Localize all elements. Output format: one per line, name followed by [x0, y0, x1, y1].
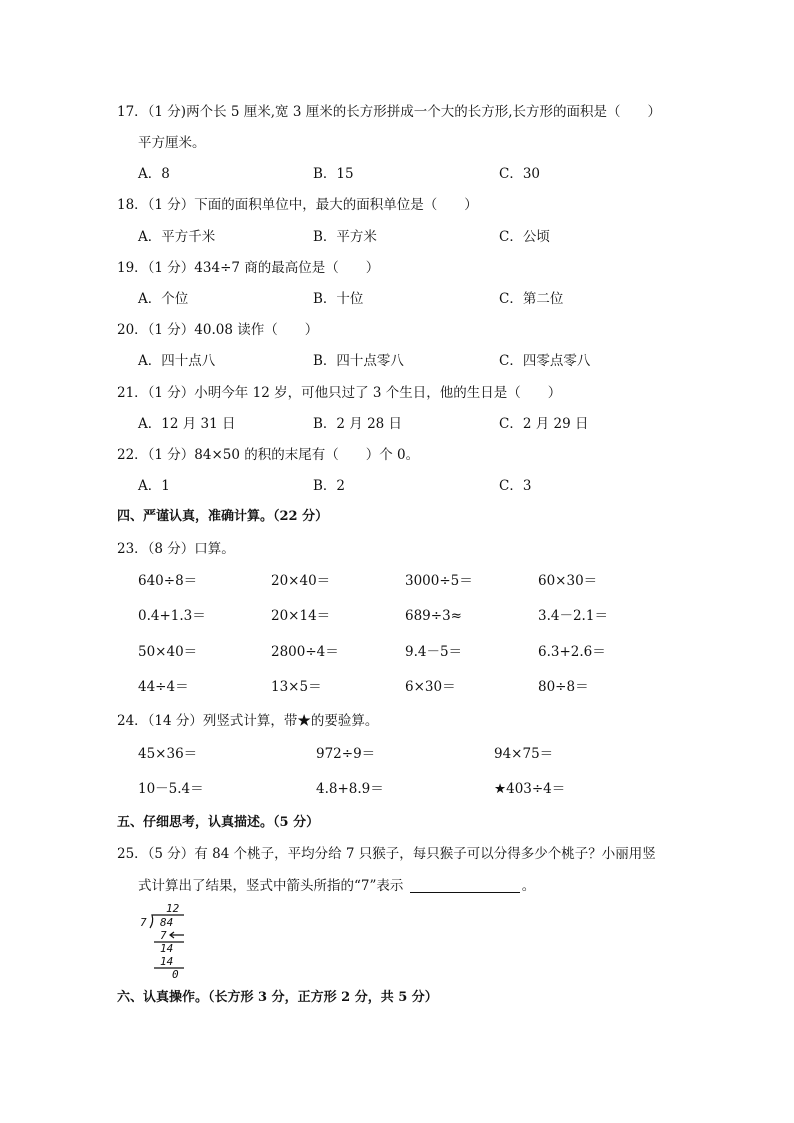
q23-item: 3.4－2.1＝ — [538, 608, 608, 624]
q25-text-line1: 25．（5 分）有 84 个桃子，平均分给 7 只猴子，每只猴子可以分得多少个桃子？小丽用竖 — [117, 846, 656, 862]
figure-step1: 7 — [160, 929, 167, 942]
q18-option-c: C．公顷 — [499, 229, 550, 245]
section-6-heading: 六、认真操作。（长方形 3 分，正方形 2 分，共 5 分） — [117, 990, 438, 1005]
q24-text: 24．（14 分）列竖式计算，带★的要验算。 — [117, 713, 379, 729]
q25-text-line2-pre: 式计算出了结果，竖式中箭头所指的“7”表示 — [138, 878, 404, 894]
q23-item: 0.4+1.3＝ — [138, 608, 206, 624]
q17-option-b: B．15 — [313, 166, 354, 182]
q22-option-b: B．2 — [313, 478, 346, 494]
q24-item: 4.8+8.9＝ — [316, 781, 384, 797]
q19-option-c: C．第二位 — [499, 291, 564, 307]
q23-item: 60×30＝ — [538, 573, 598, 589]
q23-item: 20×14＝ — [271, 608, 331, 624]
q25-text-line2-post: 。 — [521, 878, 536, 894]
q25-text-line2 — [138, 877, 535, 895]
q19-option-b: B．十位 — [313, 291, 364, 307]
q24-item: 972÷9＝ — [316, 746, 376, 762]
q23-item: 80÷8＝ — [538, 679, 589, 695]
long-division-figure — [138, 902, 196, 980]
q24-item: ★403÷4＝ — [494, 781, 566, 797]
q23-item: 640÷8＝ — [138, 573, 198, 589]
q19-option-a: A．个位 — [138, 291, 189, 307]
arrow-icon — [170, 932, 184, 938]
section-5-heading: 五、仔细思考，认真描述。（5 分） — [117, 815, 320, 830]
q23-item: 2800÷4＝ — [271, 644, 339, 660]
q18-option-a: A．平方千米 — [138, 229, 216, 245]
q20-option-b: B．四十点零八 — [313, 353, 404, 369]
q23-item: 6.3+2.6＝ — [538, 644, 606, 660]
q21-option-a: A．12 月 31 日 — [138, 416, 236, 432]
q22-text: 22．（1 分）84×50 的积的末尾有（ ）个 0。 — [117, 447, 420, 463]
figure-divisor: 7 — [140, 916, 147, 929]
q22-option-a: A．1 — [138, 478, 170, 494]
q22-option-c: C．3 — [499, 478, 532, 494]
q23-item: 50×40＝ — [138, 644, 198, 660]
q21-option-c: C．2 月 29 日 — [499, 416, 589, 432]
q23-item: 689÷3≈ — [405, 608, 462, 624]
q17-text-cont: 平方厘米。 — [138, 135, 206, 151]
q23-item: 44÷4＝ — [138, 679, 189, 695]
q21-text: 21．（1 分）小明今年 12 岁，可他只过了 3 个生日，他的生日是（ ） — [117, 385, 562, 401]
q23-item: 20×40＝ — [271, 573, 331, 589]
figure-step2: 14 — [160, 942, 174, 955]
q20-option-c: C．四零点零八 — [499, 353, 591, 369]
figure-dividend: 84 — [160, 916, 174, 929]
q18-option-b: B．平方米 — [313, 229, 377, 245]
q20-option-a: A．四十点八 — [138, 353, 216, 369]
section-4-heading: 四、严谨认真，准确计算。（22 分） — [117, 509, 329, 524]
figure-quotient: 12 — [166, 902, 180, 915]
q23-item: 9.4－5＝ — [405, 644, 463, 660]
q17-option-c: C．30 — [499, 166, 541, 182]
q24-item: 94×75＝ — [494, 746, 554, 762]
q18-text: 18．（1 分）下面的面积单位中，最大的面积单位是（ ） — [117, 197, 478, 213]
figure-step3: 14 — [160, 955, 174, 968]
q23-item: 3000÷5＝ — [405, 573, 473, 589]
q24-item: 45×36＝ — [138, 746, 198, 762]
q24-item: 10－5.4＝ — [138, 781, 204, 797]
q23-item: 6×30＝ — [405, 679, 456, 695]
q23-item: 13×5＝ — [271, 679, 322, 695]
q21-option-b: B．2 月 28 日 — [313, 416, 403, 432]
q20-text: 20．（1 分）40.08 读作（ ） — [117, 322, 319, 338]
figure-remainder: 0 — [172, 968, 179, 980]
q17-option-a: A．8 — [138, 166, 170, 182]
q23-text: 23．（8 分）口算。 — [117, 541, 235, 557]
q19-text: 19．（1 分）434÷7 商的最高位是（ ） — [117, 260, 380, 276]
answer-blank[interactable] — [410, 878, 520, 893]
q17-text: 17．（1 分)两个长 5 厘米,宽 3 厘米的长方形拼成一个大的长方形,长方形的面积是（ ） — [117, 104, 662, 120]
